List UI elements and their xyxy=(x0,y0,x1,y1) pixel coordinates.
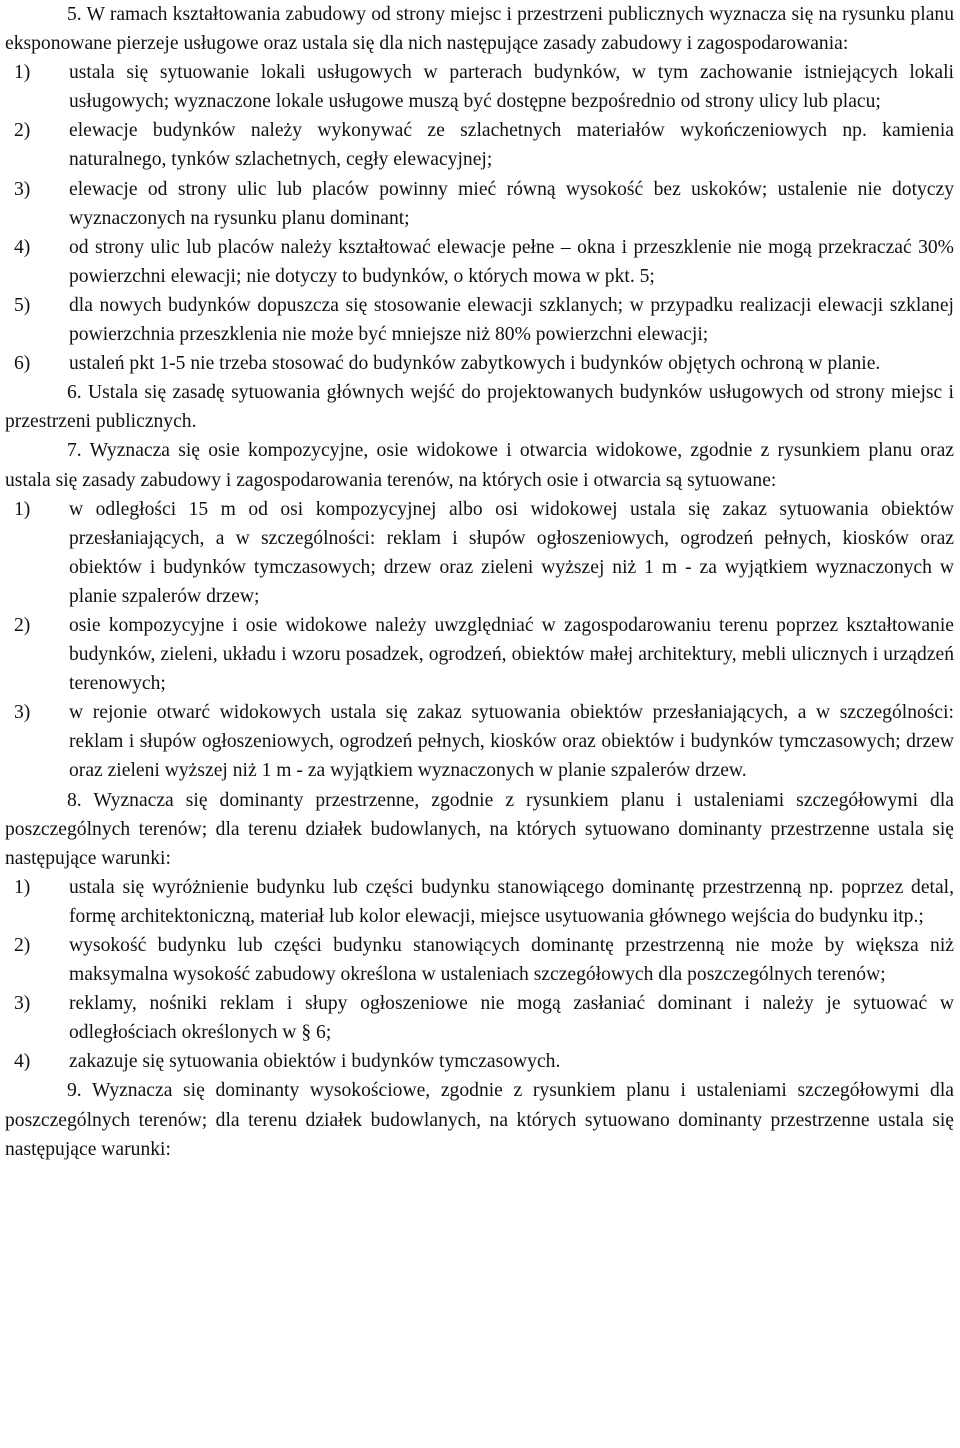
list-item xyxy=(5,58,954,116)
list-item xyxy=(5,989,954,1047)
item-text: od strony ulic lub placów należy kształtować elewacje pełne – okna i przeszklenie nie mogą przekraczać 30% powierzchni elewacji; nie dotyczy to budynków, o których mowa w pkt. 5; xyxy=(69,236,954,287)
item-number: 4) xyxy=(14,236,31,258)
item-text: w rejonie otwarć widokowych ustala się zakaz sytuowania obiektów przesłaniających, a w szczególności: reklam i słupów ogłoszeniowych, ogrodzeń pełnych, kiosków oraz obiektów i budynków tymczasowych; drzew oraz zieleni wyższej niż 1 m - za wyjątkiem wyznaczonych w planie szpalerów drzew. xyxy=(69,702,954,782)
list-item xyxy=(5,291,954,349)
section-6-paragraph: 6. Ustala się zasadę sytuowania głównych wejść do projektowanych budynków usługowych od strony miejsc i przestrzeni publicznych. xyxy=(5,382,954,433)
item-number: 3) xyxy=(14,702,31,724)
list-item xyxy=(5,349,954,378)
list-item xyxy=(5,495,954,611)
item-text: reklamy, nośniki reklam i słupy ogłoszeniowe nie mogą zasłaniać dominant i należy je sytuować w odległościach określonych w § 6; xyxy=(69,993,954,1044)
item-text: osie kompozycyjne i osie widokowe należy uwzględniać w zagospodarowaniu terenu poprzez kształtowanie budynków, zieleni, układu i wzoru posadzek, ogrodzeń, obiektów małej architektury, mebli ulicznych i urządzeń terenowych; xyxy=(69,614,954,695)
list-item xyxy=(5,873,954,931)
item-text: ustaleń pkt 1-5 nie trzeba stosować do budynków zabytkowych i budynków objętych ochroną w planie. xyxy=(69,353,881,375)
item-text: zakazuje się sytuowania obiektów i budynków tymczasowych. xyxy=(69,1051,561,1073)
item-number: 1) xyxy=(14,62,31,84)
item-number: 4) xyxy=(14,1051,31,1073)
list-item xyxy=(5,1047,954,1076)
section-5-list xyxy=(5,58,954,378)
item-text: wysokość budynku lub części budynku stanowiących dominantę przestrzenną nie może by większa niż maksymalna wysokość zabudowy określona w ustaleniach szczegółowych dla poszczególnych terenów; xyxy=(69,935,954,986)
item-text: ustala się wyróżnienie budynku lub części budynku stanowiącego dominantę przestrzenną np. poprzez detal, formę architektoniczną, materiał lub kolor elewacji, miejsce usytuowania głównego wejścia do budynku itp.; xyxy=(69,876,954,927)
list-item xyxy=(5,698,954,785)
list-item xyxy=(5,116,954,174)
item-number: 2) xyxy=(14,614,31,636)
item-number: 3) xyxy=(14,178,31,200)
list-item xyxy=(5,175,954,233)
item-number: 5) xyxy=(14,294,31,316)
item-text: elewacje budynków należy wykonywać ze szlachetnych materiałów wykończeniowych np. kamienia naturalnego, tynków szlachetnych, cegły elewacyjnej; xyxy=(69,120,954,171)
item-text: dla nowych budynków dopuszcza się stosowanie elewacji szklanych; w przypadku realizacji elewacji szklanej powierzchnia przeszklenia nie może być mniejsze niż 80% powierzchni elewacji; xyxy=(69,294,954,346)
section-5-paragraph: 5. W ramach kształtowania zabudowy od strony miejsc i przestrzeni publicznych wyznacza się na rysunku planu eksponowane pierzeje usługowe oraz ustala się dla nich następujące zasady zabudowy i zagospodarowania: xyxy=(5,4,954,55)
section-8-list xyxy=(5,873,954,1077)
item-number: 2) xyxy=(14,120,31,142)
item-text: ustala się sytuowanie lokali usługowych w parterach budynków, w tym zachowanie istniejących lokali usługowych; wyznaczone lokale usługowe muszą być dostępne bezpośrednio od strony ulicy lub placu; xyxy=(69,62,954,113)
item-text: w odległości 15 m od osi kompozycyjnej albo osi widokowej ustala się zakaz sytuowania obiektów przesłaniających, a w szczególności: reklam i słupów ogłoszeniowych, ogrodzeń pełnych, kiosków oraz obiektów i budynków tymczasowych; drzew oraz zieleni wyższej niż 1 m - za wyjątkiem wyznaczonych w planie szpalerów drzew; xyxy=(69,498,954,607)
item-number: 3) xyxy=(14,993,31,1015)
item-text: elewacje od strony ulic lub placów powinny mieć równą wysokość bez uskoków; ustalenie nie dotyczy wyznaczonych na rysunku planu dominant; xyxy=(69,178,954,229)
section-7-paragraph: 7. Wyznacza się osie kompozycyjne, osie widokowe i otwarcia widokowe, zgodnie z rysunkiem planu oraz ustala się zasady zabudowy i zagospodarowania terenów, na których osie i otwarcia są sytuowane: xyxy=(5,440,954,491)
list-item xyxy=(5,931,954,989)
item-number: 1) xyxy=(14,876,31,898)
section-8-paragraph: 8. Wyznacza się dominanty przestrzenne, zgodnie z rysunkiem planu i ustaleniami szczegółowymi dla poszczególnych terenów; dla terenu działek budowlanych, na których sytuowano dominanty przestrzenne ustala się następujące warunki: xyxy=(5,789,954,869)
section-7-list xyxy=(5,495,954,786)
item-number: 2) xyxy=(14,935,31,956)
section-9-paragraph: 9. Wyznacza się dominanty wysokościowe, zgodnie z rysunkiem planu i ustaleniami szczegółowymi dla poszczególnych terenów; dla terenu działek budowlanych, na których sytuowano dominanty przestrzenne ustala się następujące warunki: xyxy=(5,1080,954,1160)
item-number: 6) xyxy=(14,353,31,375)
list-item xyxy=(5,233,954,291)
item-number: 1) xyxy=(14,498,31,520)
list-item xyxy=(5,611,954,698)
